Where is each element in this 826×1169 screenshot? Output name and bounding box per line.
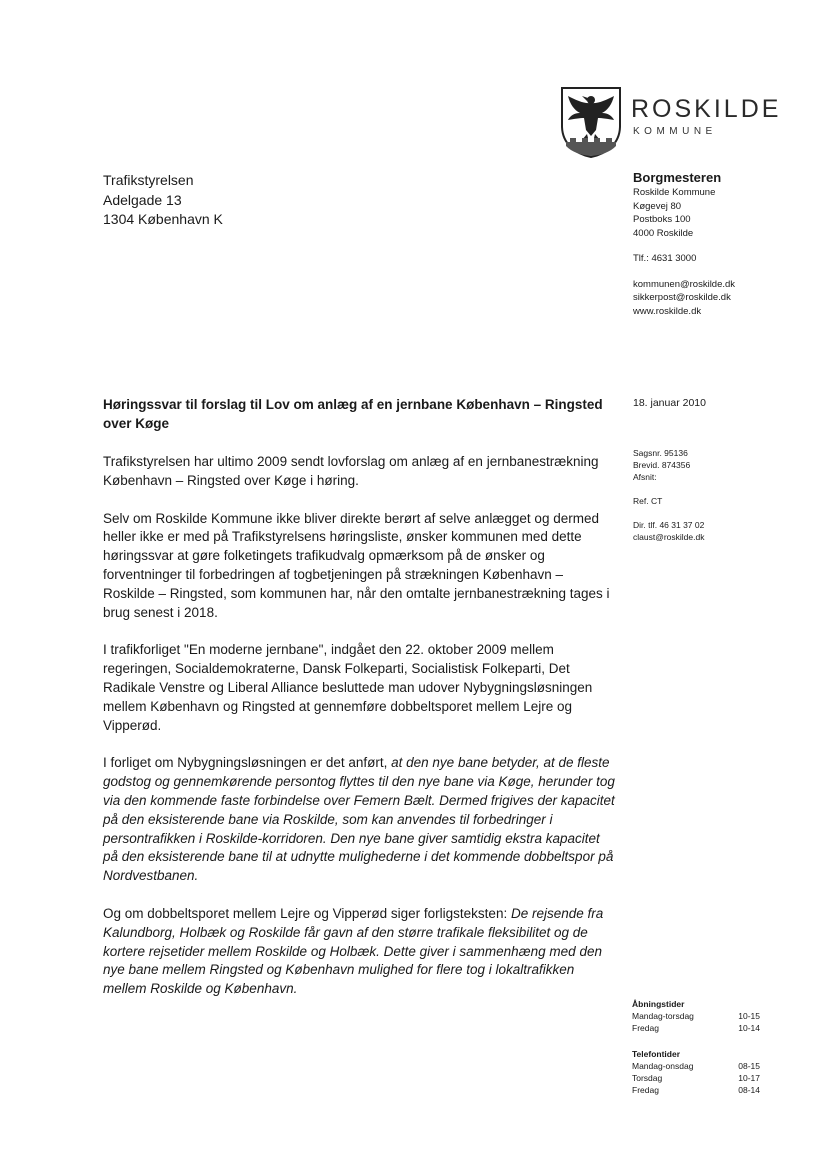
sender-city: 4000 Roskilde — [633, 227, 694, 239]
opening-hours-row — [632, 1022, 760, 1034]
sender-secure-email-link[interactable]: sikkerpost@roskilde.dk — [633, 292, 731, 303]
opening-hours-title: Åbningstider — [632, 999, 685, 1009]
phone-hours-row — [632, 1072, 760, 1084]
brand-name: ROSKILDE — [631, 95, 782, 123]
letter-id: Brevid. 874356 — [633, 460, 691, 470]
sender-title: Borgmesteren — [633, 170, 722, 185]
phone-hours-row — [632, 1084, 760, 1096]
sender-org: Roskilde Kommune — [633, 187, 716, 198]
letter-date: 18. januar 2010 — [633, 397, 706, 409]
letter-body — [103, 453, 617, 1017]
hours-time: 10-17 — [738, 1073, 760, 1083]
phone-hours-title: Telefontider — [632, 1049, 681, 1059]
direct-phone: Dir. tlf. 46 31 37 02 — [633, 520, 705, 530]
recipient-city: 1304 København K — [103, 211, 223, 227]
sender-block — [633, 170, 735, 318]
recipient-name: Trafikstyrelsen — [103, 172, 194, 188]
paragraph-4-quote: at den nye bane betyder, at de fleste godstog og gennemkørende persontog flyttes til den nye bane via Køge, herunder tog via den kommende faste forbindelse over Femern Bælt. Dermed frigives der kapacitet på den eksisterende bane via Roskilde, som kan anvendes til forbedringer i persontrafikken i Roskilde-korridoren. Den nye bane giver samtidig ekstra kapacitet på den eksisterende bane til at udnytte mulighederne i det kommende dobbeltspor på Nordvestbanen. — [103, 755, 615, 884]
hours-time: 08-14 — [738, 1085, 760, 1095]
hours-day: Mandag-onsdag — [632, 1061, 694, 1071]
hours-time: 10-15 — [738, 1011, 760, 1021]
paragraph-5-quote: De rejsende fra Kalundborg, Holbæk og Roskilde får gavn af den større trafikale fleksibilitet og de kortere rejsetider mellem Roskilde og Holbæk. Dette giver i sammenhæng med den nye bane mellem Ringsted og København mulighed for flere tog i lokaltrafikken mellem Roskilde og København. — [103, 905, 604, 997]
paragraph-5-intro: Og om dobbeltsporet mellem Lejre og Vipperød siger forligsteksten: — [103, 905, 511, 921]
hours-day: Fredag — [632, 1085, 659, 1095]
recipient-address — [103, 171, 223, 230]
paragraph-4-intro: I forliget om Nybygningsløsningen er det anført, — [103, 755, 392, 771]
body-paragraph-4 — [103, 754, 617, 886]
sender-phone: Tlf.: 4631 3000 — [633, 253, 697, 264]
sender-email-link[interactable]: kommunen@roskilde.dk — [633, 278, 736, 290]
hours-day: Fredag — [632, 1023, 659, 1033]
hours-day: Torsdag — [632, 1073, 663, 1083]
case-meta — [633, 447, 704, 543]
sender-postbox: Postboks 100 — [633, 214, 691, 225]
phone-hours-row — [632, 1060, 760, 1072]
case-number: Sagsnr. 95136 — [633, 448, 688, 458]
sender-street: Køgevej 80 — [633, 200, 682, 212]
opening-hours-row — [632, 1010, 760, 1022]
body-paragraph-5 — [103, 905, 617, 999]
body-paragraph-2: Selv om Roskilde Kommune ikke bliver direkte berørt af selve anlægget og dermed heller ikke er med på Trafikstyrelsens høringsliste, ønsker kommunen med dette høringssvar at gøre folketingets trafikudvalg opmærksom på de ønsker og forventninger til forbedringen af togbetjeningen på strækningen København – Roskilde – Ringsted, som kommunen har, når den omtalte jernbanestrækning tages i brug senest i 2018. — [103, 510, 610, 620]
recipient-street: Adelgade 13 — [103, 191, 182, 208]
sender-website-link[interactable]: www.roskilde.dk — [633, 305, 702, 317]
section: Afsnit: — [633, 472, 657, 482]
reference: Ref. CT — [633, 496, 663, 506]
opening-hours — [632, 998, 760, 1096]
brand-subtitle: KOMMUNE — [633, 126, 717, 137]
hours-time: 08-15 — [738, 1061, 760, 1071]
contact-email-link[interactable]: claust@roskilde.dk — [633, 532, 705, 542]
letter-subject: Høringssvar til forslag til Lov om anlæg af en jernbane København – Ringsted over Køge — [103, 397, 603, 431]
body-paragraph-3: I trafikforliget "En moderne jernbane", indgået den 22. oktober 2009 mellem regeringen, Socialdemokraterne, Dansk Folkeparti, Socialistisk Folkeparti, Det Radikale Venstre og Liberal Alliance besluttede man udover Nybygningsløsningen mellem København og Ringsted at gennemføre dobbeltsporet mellem Lejre og Vipperød. — [103, 642, 593, 733]
body-paragraph-1: Trafikstyrelsen har ultimo 2009 sendt lovforslag om anlæg af en jernbanestrækning København – Ringsted over Køge i høring. — [103, 454, 599, 488]
hours-day: Mandag-torsdag — [632, 1011, 694, 1021]
roskilde-crest-icon — [560, 86, 622, 158]
hours-time: 10-14 — [738, 1023, 760, 1033]
